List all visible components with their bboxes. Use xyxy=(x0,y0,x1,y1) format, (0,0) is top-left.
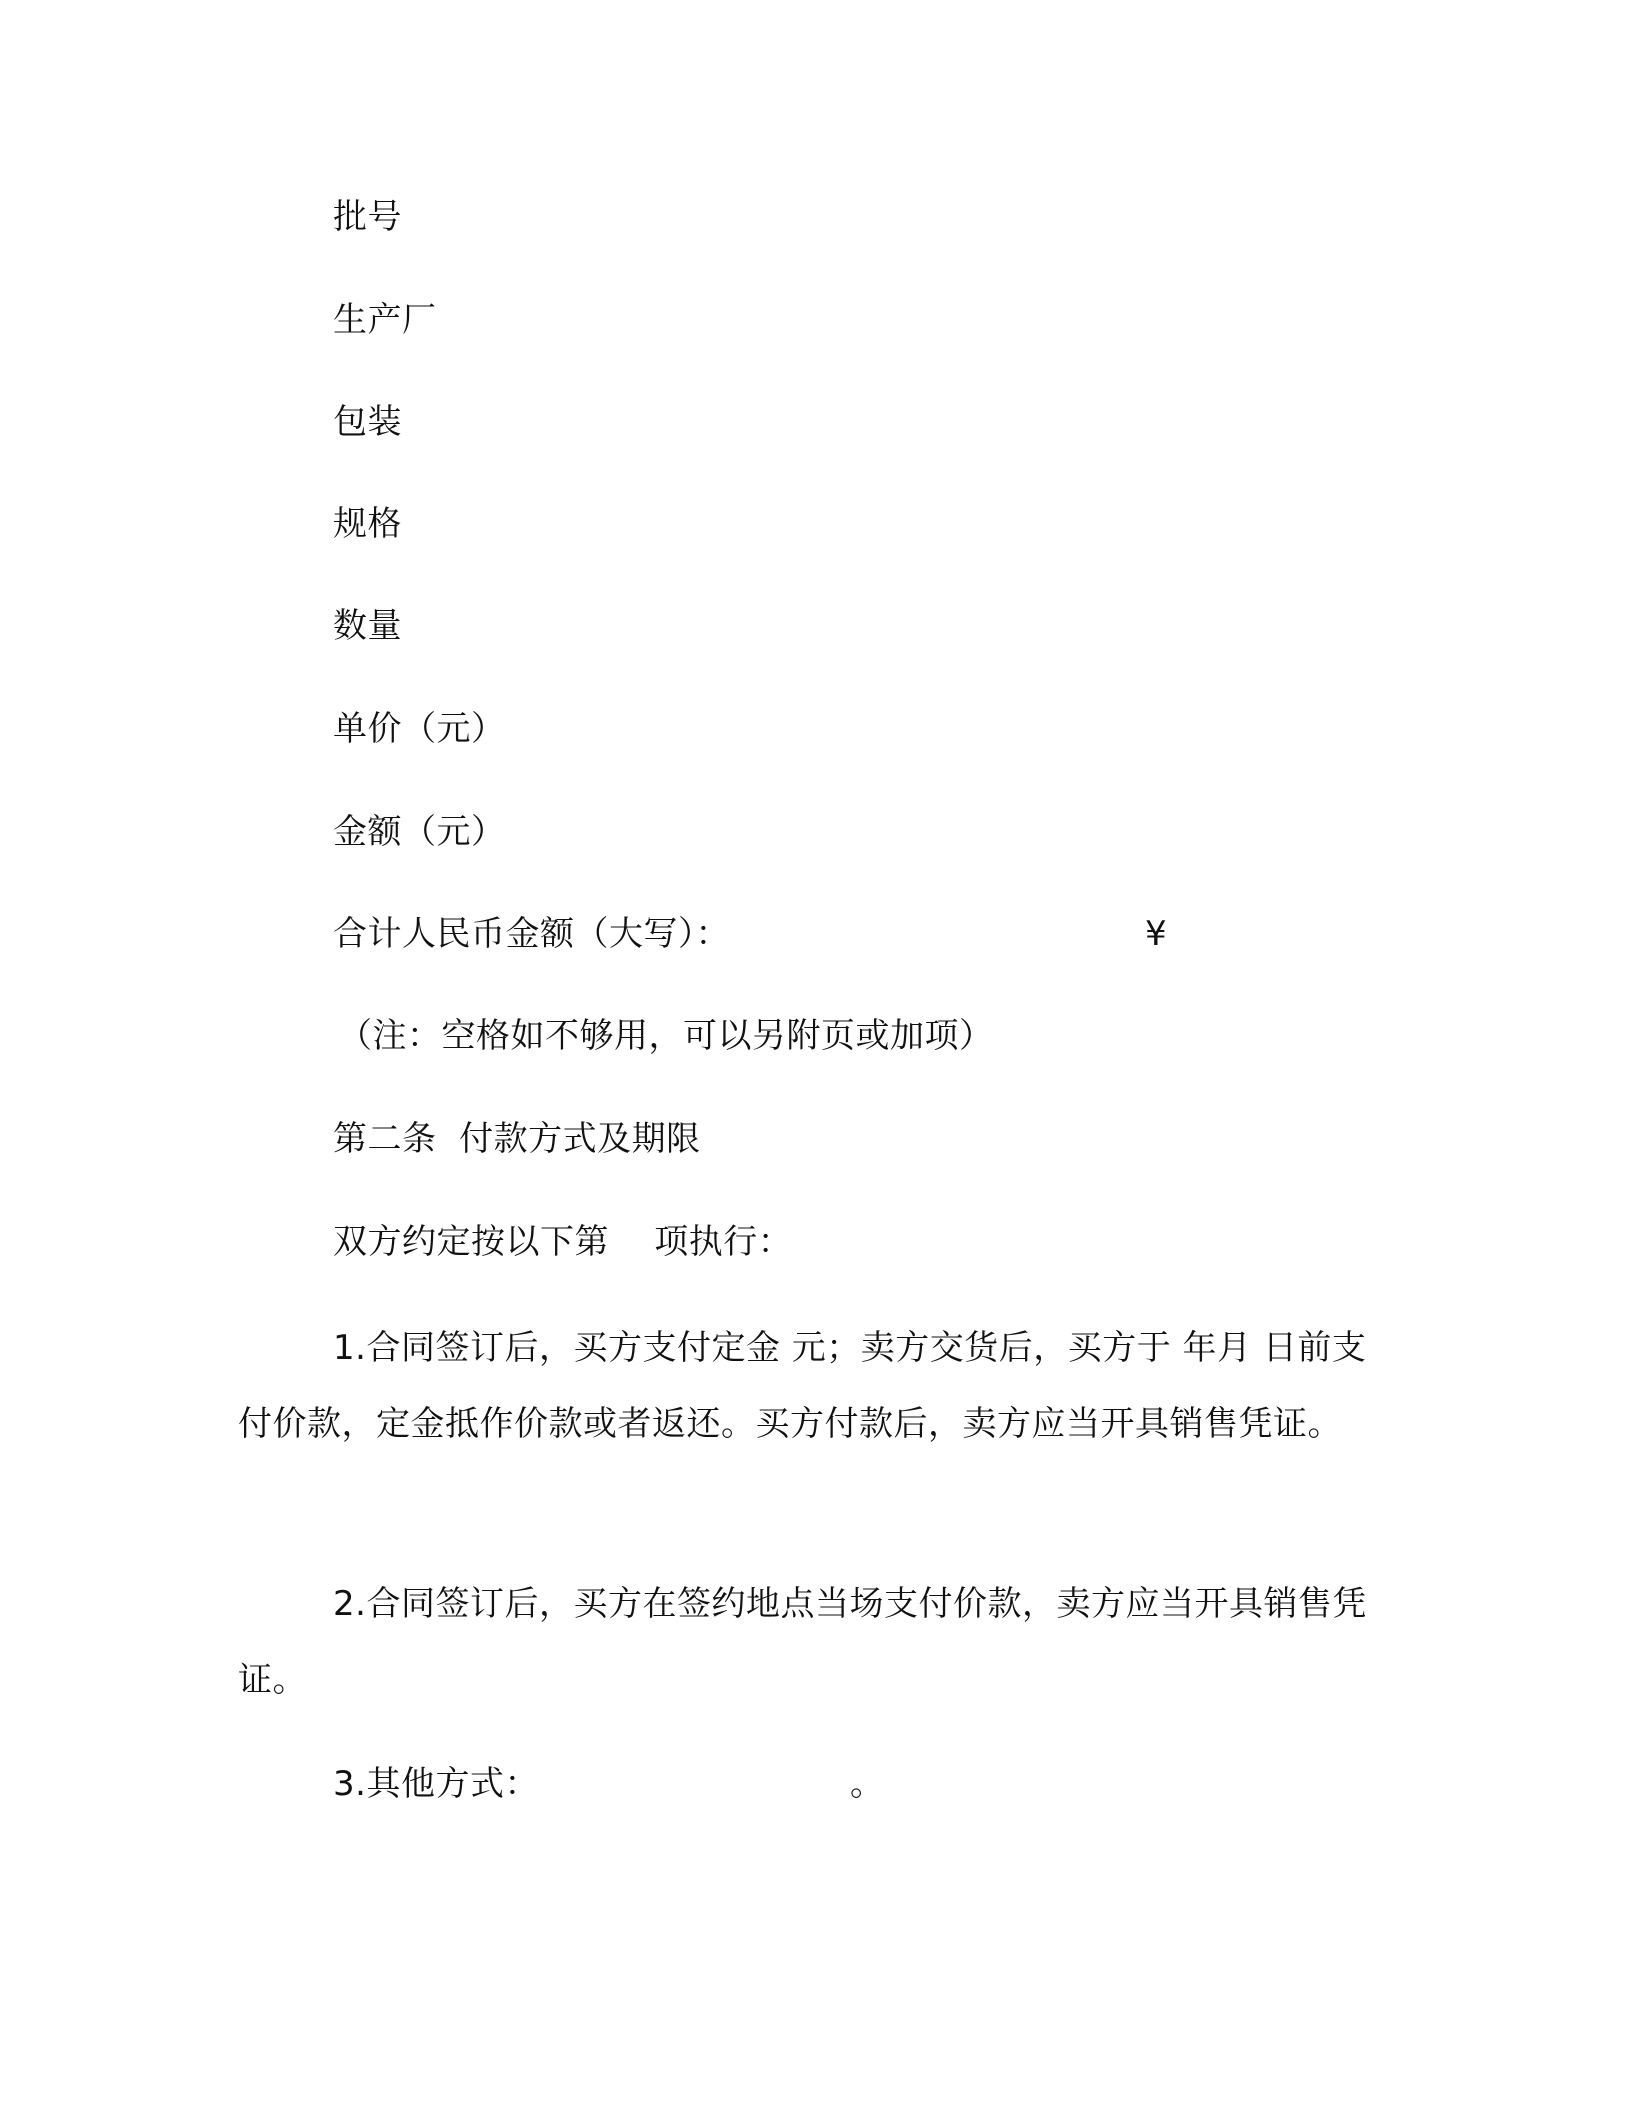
payment-option-2: 2.合同签订后，买方在签约地点当场支付价款，卖方应当开具销售凭证。 xyxy=(238,1584,1367,1700)
payment-option-3-end: 。 xyxy=(850,1764,885,1804)
item-amount: 金额（元） xyxy=(333,812,506,852)
article2-title: 第二条 付款方式及期限 xyxy=(333,1119,701,1159)
item-unit-price: 单价（元） xyxy=(333,709,506,749)
total-amount-label: 合计人民币金额（大写）： xyxy=(333,914,730,954)
item-quantity: 数量 xyxy=(333,606,402,646)
article2-intro: 双方约定按以下第 项执行： xyxy=(333,1222,793,1262)
item-batch-number: 批号 xyxy=(333,197,402,237)
item-specification: 规格 xyxy=(333,504,402,544)
payment-option-3-label: 3.其他方式： xyxy=(333,1764,539,1804)
total-currency-symbol: ¥ xyxy=(1145,914,1167,954)
payment-option-1: 1.合同签订后，买方支付定金 元；卖方交货后，买方于 年月 日前支付价款，定金抵作价款或者返还。买方付款后，卖方应当开具销售凭证。 xyxy=(238,1328,1367,1444)
item-manufacturer: 生产厂 xyxy=(333,300,437,340)
note-text: （注：空格如不够用，可以另附页或加项） xyxy=(338,1016,994,1056)
item-packaging: 包装 xyxy=(333,402,402,442)
